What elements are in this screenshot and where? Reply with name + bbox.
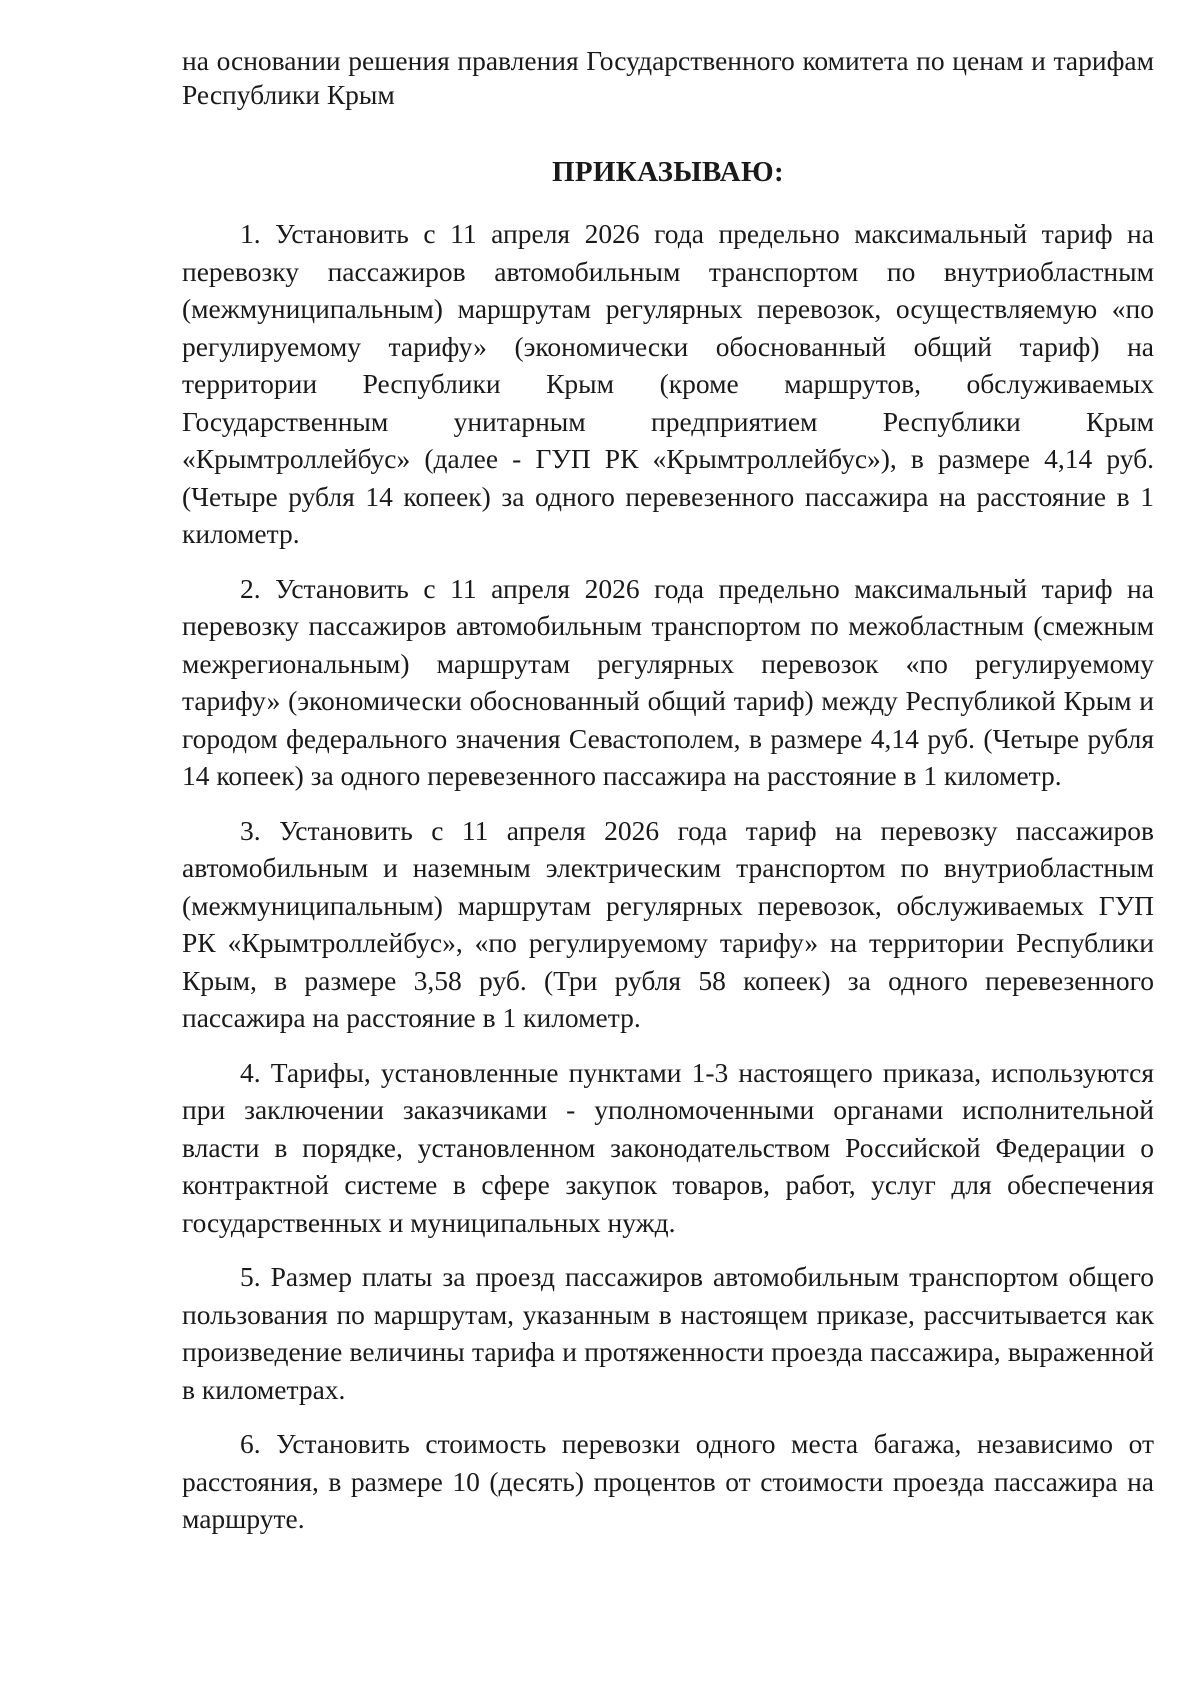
intro-text: на основании решения правления Государственного комитета по ценам и тарифам Республики Крым: [182, 45, 1154, 110]
document-body: [182, 44, 1154, 1555]
paragraph-3: 3. Установить с 11 апреля 2026 года тариф на перевозку пассажиров автомобильным и наземным электрическим транспортом по внутриобластным (межмуниципальным) маршрутам регулярных перевозок, обслуживаемых ГУП РК «Крымтроллейбус», «по регулируемому тарифу» на территории Республики Крым, в размере 3,58 руб. (Три рубля 58 копеек) за одного перевезенного пассажира на расстояние в 1 километр.: [182, 814, 1154, 1033]
paragraph-2: 2. Установить с 11 апреля 2026 года предельно максимальный тариф на перевозку пассажиров автомобильным транспортом по межобластным (смежным межрегиональным) маршрутам регулярных перевозок «по регулируемому тарифу» (экономически обоснованный общий тариф) между Республикой Крым и городом федерального значения Севастополем, в размере 4,14 руб. (Четыре рубля 14 копеек) за одного перевезенного пассажира на расстояние в 1 километр.: [182, 572, 1154, 791]
order-heading: ПРИКАЗЫВАЮ:: [552, 156, 784, 188]
paragraph-6: 6. Установить стоимость перевозки одного места багажа, независимо от расстояния, в размере 10 (десять) процентов от стоимости проезда пассажира на маршруте.: [182, 1428, 1154, 1534]
paragraph-4: 4. Тарифы, установленные пунктами 1-3 настоящего приказа, используются при заключении заказчиками - уполномоченными органами исполнительной власти в порядке, установленном законодательством Российской Федерации о контрактной системе в сфере закупок товаров, работ, услуг для обеспечения государственных и муниципальных нужд.: [182, 1056, 1154, 1238]
paragraph-1: 1. Установить с 11 апреля 2026 года предельно максимальный тариф на перевозку пассажиров автомобильным транспортом по внутриобластным (межмуниципальным) маршрутам регулярных перевозок, осуществляемую «по регулируемому тарифу» (экономически обоснованный общий тариф) на территории Республики Крым (кроме маршрутов, обслуживаемых Государственным унитарным предприятием Республики Крым «Крымтроллейбус» (далее - ГУП РК «Крымтроллейбус»), в размере 4,14 руб. (Четыре рубля 14 копеек) за одного перевезенного пассажира на расстояние в 1 километр.: [182, 218, 1154, 549]
paragraph-5: 5. Размер платы за проезд пассажиров автомобильным транспортом общего пользования по маршрутам, указанным в настоящем приказе, рассчитывается как произведение величины тарифа и протяженности проезда пассажира, выраженной в километрах.: [182, 1261, 1154, 1405]
